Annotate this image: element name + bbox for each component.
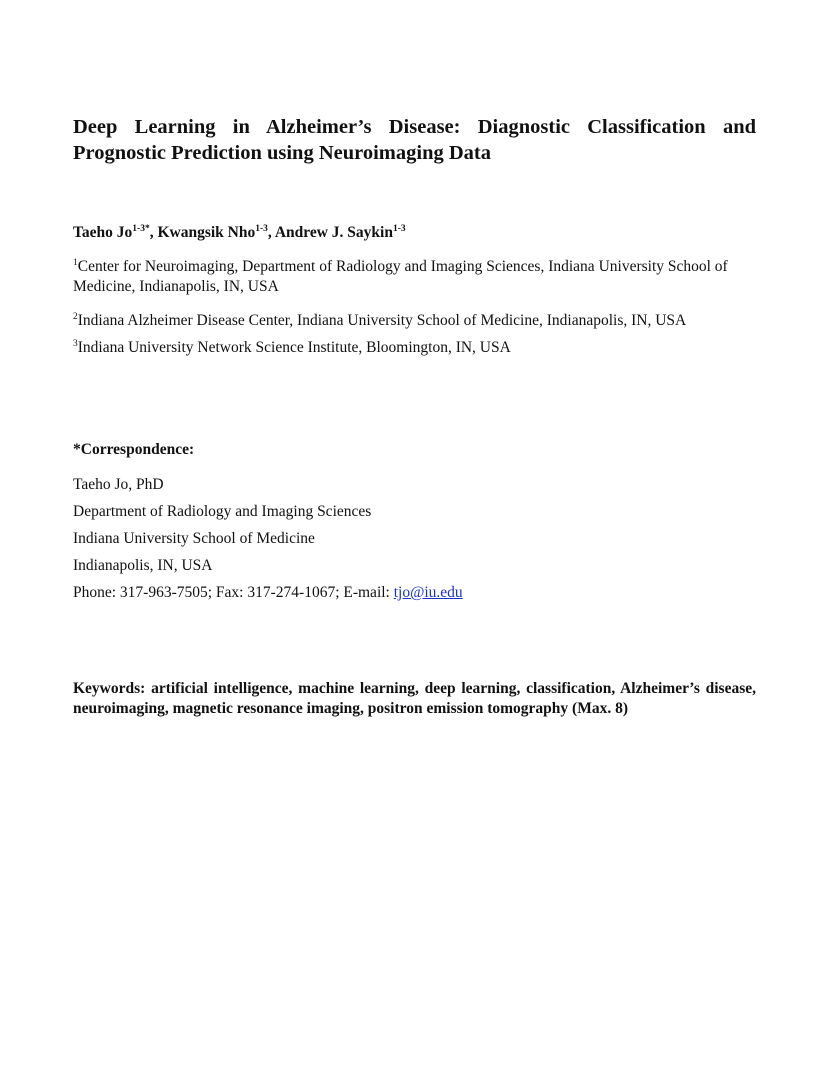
affiliation-text: Indiana Alzheimer Disease Center, Indiana University School of Medicine, Indianapolis, IN, USA [77, 312, 687, 329]
contact-details: Phone: 317-963-7505; Fax: 317-274-1067; E-mail: [73, 584, 394, 601]
affiliation-marker: 2 [73, 312, 78, 322]
author-name: Kwangsik Nho [157, 224, 256, 241]
author-separator: , [149, 224, 158, 241]
correspondence-department: Department of Radiology and Imaging Sciences [73, 503, 372, 520]
keywords-paragraph: Keywords: artificial intelligence, machine learning, deep learning, classification, Alzheimer’s disease, neuroimaging, magnetic resonance imaging, positron emission tomography (Max. 8) [73, 680, 756, 717]
affiliation-text: Center for Neuroimaging, Department of Radiology and Imaging Sciences, Indiana University School of Medicine, Indianapolis, IN, USA [73, 258, 728, 295]
correspondence-contact [73, 583, 756, 603]
correspondence-heading: *Correspondence: [73, 441, 195, 458]
author-separator: , [267, 224, 275, 241]
email-link[interactable]: tjo@iu.edu [393, 584, 463, 601]
affiliation-3 [73, 338, 756, 358]
paper-title: Deep Learning in Alzheimer’s Disease: Diagnostic Classification and Prognostic Prediction using Neuroimaging Data [73, 116, 756, 164]
correspondence-name: Taeho Jo, PhD [73, 476, 164, 493]
affiliation-2 [73, 311, 756, 331]
correspondence-city: Indianapolis, IN, USA [73, 557, 213, 574]
author-affiliation-marker: 1-3 [392, 224, 406, 234]
author-list [73, 223, 756, 243]
correspondence-school: Indiana University School of Medicine [73, 530, 315, 547]
affiliation-marker: 3 [73, 339, 78, 349]
author-name: Andrew J. Saykin [274, 224, 393, 241]
affiliation-marker: 1 [73, 258, 78, 268]
author-name: Taeho Jo [73, 224, 133, 241]
author-affiliation-marker: 1-3* [132, 224, 150, 234]
author-affiliation-marker: 1-3 [255, 224, 268, 234]
affiliation-1 [73, 257, 756, 297]
affiliation-text: Indiana University Network Science Institute, Bloomington, IN, USA [77, 339, 511, 356]
